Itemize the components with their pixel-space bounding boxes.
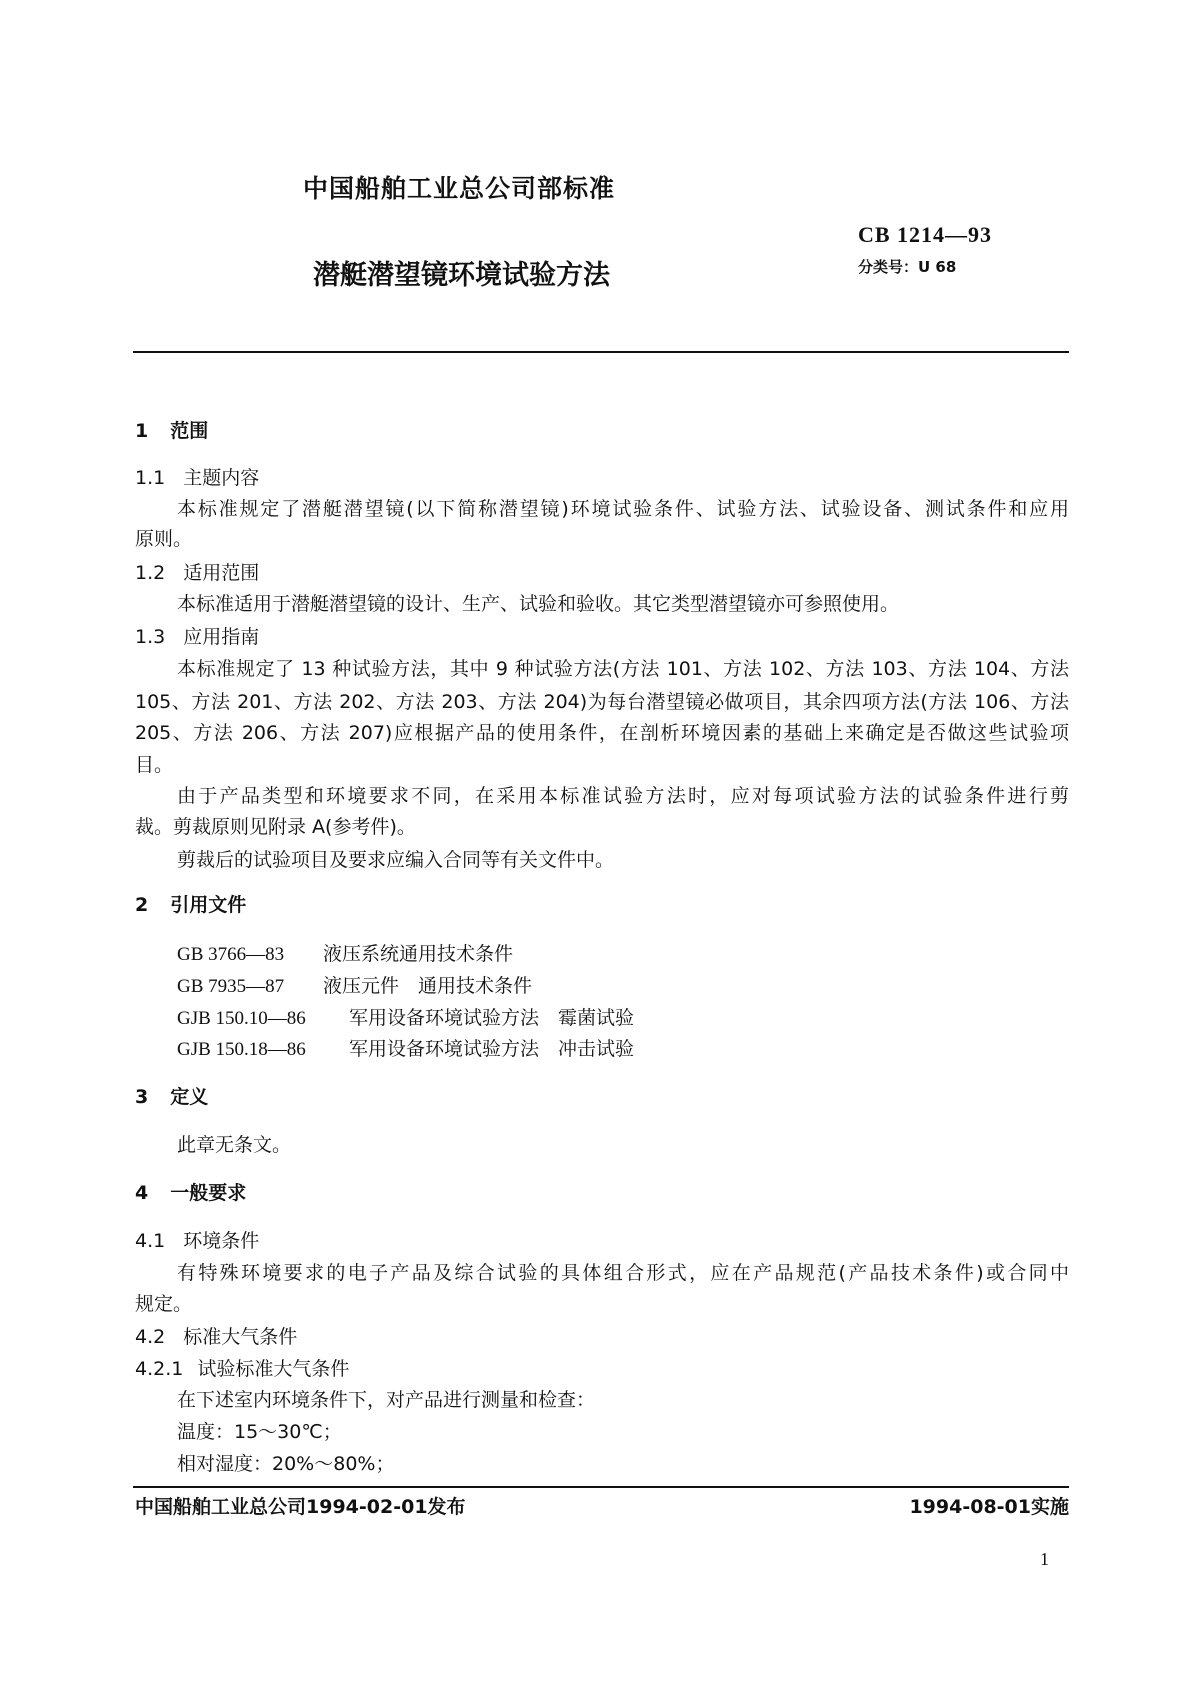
reference-title: 军用设备环境试验方法 霉菌试验 (349, 1007, 635, 1029)
standard-code: CB 1214—93 (858, 222, 993, 247)
section-title: 试验标准大气条件 (197, 1358, 350, 1380)
section-number: 4.2.1 (135, 1358, 184, 1380)
reference-title: 液压系统通用技术条件 (323, 943, 514, 965)
section-title: 标准大气条件 (183, 1326, 298, 1348)
section-title: 范围 (170, 420, 209, 442)
section-number: 1 (135, 420, 149, 442)
section-1-heading (135, 419, 208, 443)
paragraph-line: 剪裁后的试验项目及要求应编入合同等有关文件中。 (177, 849, 615, 871)
reference-code: GB 7935—87 (177, 976, 285, 997)
section-4-2-heading (135, 1325, 297, 1349)
section-number: 4 (135, 1182, 149, 1204)
document-title: 潜艇潜望镜环境试验方法 (313, 260, 610, 291)
section-1-1-heading (135, 466, 259, 490)
section-number: 4.1 (135, 1230, 166, 1252)
paragraph-line: 有特殊环境要求的电子产品及综合试验的具体组合形式，应在产品规范(产品技术条件)或合同中 (177, 1262, 1069, 1284)
reference-item (177, 974, 532, 999)
reference-code: GJB 150.10—86 (177, 1008, 306, 1029)
section-number: 4.2 (135, 1326, 166, 1348)
effective-date: 1994-08-01实施 (909, 1496, 1069, 1518)
section-2-heading (135, 893, 246, 917)
section-3-heading (135, 1085, 208, 1109)
reference-title: 军用设备环境试验方法 冲击试验 (349, 1038, 635, 1060)
section-title: 引用文件 (170, 894, 247, 916)
paragraph-line: 由于产品类型和环境要求不同，在采用本标准试验方法时，应对每项试验方法的试验条件进行剪 (177, 785, 1069, 807)
section-title: 定义 (170, 1086, 209, 1108)
classification-number: 分类号：U 68 (858, 258, 957, 276)
section-number: 1.3 (135, 626, 166, 648)
section-title: 环境条件 (183, 1230, 260, 1252)
section-number: 1.2 (135, 562, 166, 584)
paragraph-line: 原则。 (135, 528, 193, 550)
section-title: 应用指南 (183, 626, 260, 648)
footer-divider (133, 1486, 1069, 1488)
section-number: 1.1 (135, 467, 166, 489)
section-title: 适用范围 (183, 562, 260, 584)
reference-title: 液压元件 通用技术条件 (323, 975, 533, 997)
section-number: 2 (135, 894, 149, 916)
paragraph-line: 规定。 (135, 1293, 193, 1315)
paragraph-line: 裁。剪裁原则见附录 A(参考件)。 (135, 816, 416, 838)
paragraph-line: 温度：15～30℃； (177, 1421, 342, 1443)
paragraph-line: 此章无条文。 (177, 1134, 292, 1156)
paragraph-line: 相对湿度：20%～80%； (177, 1453, 395, 1475)
page-number: 1 (1040, 1549, 1049, 1569)
section-title: 主题内容 (183, 467, 260, 489)
section-4-1-heading (135, 1229, 259, 1253)
paragraph-line: 本标准规定了潜艇潜望镜(以下简称潜望镜)环境试验条件、试验方法、试验设备、测试条件和应用 (177, 498, 1069, 520)
paragraph-line: 本标准适用于潜艇潜望镜的设计、生产、试验和验收。其它类型潜望镜亦可参照使用。 (177, 593, 900, 615)
header-divider (133, 351, 1069, 353)
paragraph-line: 目。 (135, 754, 174, 776)
reference-item (177, 1037, 634, 1062)
reference-code: GB 3766—83 (177, 944, 285, 965)
paragraph-line: 105、方法 201、方法 202、方法 203、方法 204)为每台潜望镜必做项目，其余四项方法(方法 106、方法 (135, 691, 1069, 713)
section-4-2-1-heading (135, 1357, 349, 1381)
paragraph-line: 在下述室内环境条件下，对产品进行测量和检查： (177, 1389, 596, 1411)
reference-item (177, 1006, 634, 1031)
section-1-3-heading (135, 625, 259, 649)
issue-date: 中国船舶工业总公司1994-02-01发布 (135, 1496, 466, 1518)
issuing-org-standard: 中国船舶工业总公司部标准 (303, 174, 616, 203)
reference-item (177, 942, 513, 967)
section-4-heading (135, 1181, 246, 1205)
reference-code: GJB 150.18—86 (177, 1039, 306, 1060)
section-1-2-heading (135, 561, 259, 585)
section-title: 一般要求 (170, 1182, 247, 1204)
section-number: 3 (135, 1086, 149, 1108)
paragraph-line: 本标准规定了 13 种试验方法，其中 9 种试验方法(方法 101、方法 102、方法 103、方法 104、方法 (177, 658, 1069, 680)
paragraph-line: 205、方法 206、方法 207)应根据产品的使用条件，在剖析环境因素的基础上来确定是否做这些试验项 (135, 722, 1069, 744)
